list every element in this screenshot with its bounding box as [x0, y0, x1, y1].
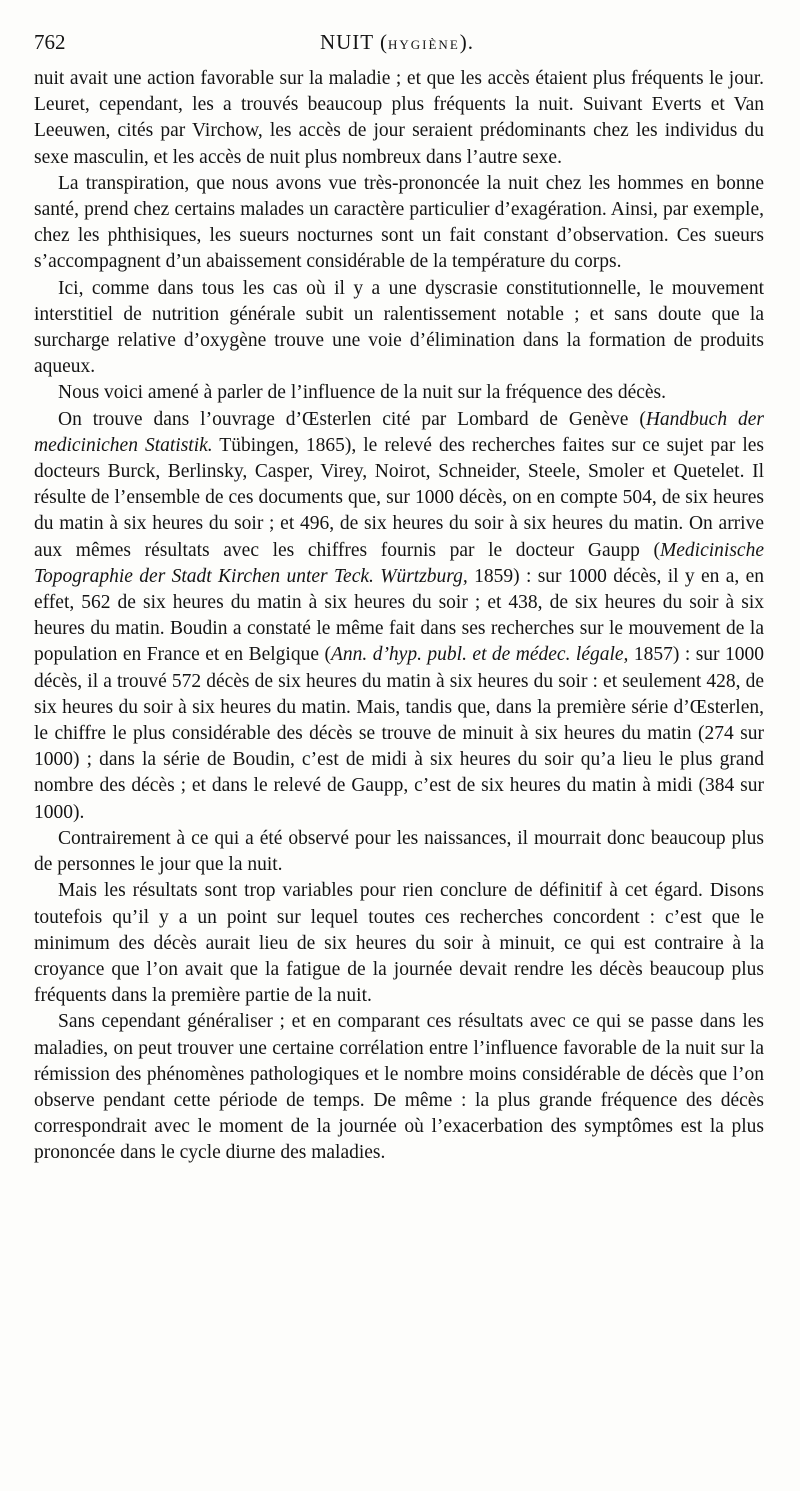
- page-header: [34, 30, 760, 60]
- paragraph: [34, 380, 764, 406]
- running-title-main: NUIT: [319, 30, 374, 54]
- citation-title: Medicinische Topographie der Stadt Kirchen unter Teck. Würtzburg,: [34, 539, 764, 587]
- citation-title: Ann. d’hyp. publ. et de médec. légale,: [330, 644, 629, 666]
- page-body: [34, 66, 764, 1167]
- paragraph-text: Contrairement à ce qui a été observé pour les naissances, il mourrait donc beaucoup plus de personnes le jour que la nuit.: [34, 827, 764, 876]
- paragraph: [34, 276, 764, 381]
- paragraph-text: nuit avait une action favorable sur la maladie ; et que les accès étaient plus fréquents le jour. Leuret, cependant, les a trouvés beaucoup plus fréquents la nuit. Suivant Everts et Van Leeuwen, cités par Virchow, les accès de jour seraient prédominants chez les individus du sexe masculin, et les accès de nuit plus nombreux dans l’autre sexe.: [34, 68, 764, 168]
- paragraph: [34, 826, 764, 878]
- paragraph-text: La transpiration, que nous avons vue très-prononcée la nuit chez les hommes en bonne santé, prend chez certains malades un caractère particulier d’exagération. Ainsi, par exemple, chez les phthisiques, les sueurs nocturnes sont un fait constant d’observation. Ces sueurs s’accompagnent d’un abaissement considérable de la température du corps.: [34, 172, 764, 273]
- paragraph-text: Mais les résultats sont trop variables pour rien conclure de définitif à cet égard. Disons toutefois qu’il y a un point sur lequel toutes ces recherches concordent : c’est que le minimum des décès aurait lieu de six heures du soir à minuit, ce qui est contraire à la croyance que l’on avait que la fatigue de la journée devait rendre les décès beaucoup plus fréquents dans la première partie de la nuit.: [34, 880, 764, 1007]
- paragraph: [34, 878, 764, 1009]
- paragraph-text: 1859) : sur 1000 décès, il y en a, en effet, 562 de six heures du matin à six heures du soir ; et 438, de six heures du soir à six heures du matin. Boudin a constaté le même fait dans ses recherches sur le mouvement de la population en France et en Belgique (: [34, 565, 764, 666]
- paragraph-text: 1857) : sur 1000 décès, il a trouvé 572 décès de six heures du matin à six heures du soir : et seulement 428, de six heures du soir à six heures du matin. Mais, tandis que, dans la première série d’Œsterlen, le chiffre le plus considérable des décès se trouve de minuit à six heures du matin (274 sur 1000) ; dans la série de Boudin, c’est de midi à six heures du soir qu’a lieu le plus grand nombre des décès ; et dans le relevé de Gaupp, c’est de six heures du matin à midi (384 sur 1000).: [34, 644, 764, 823]
- running-subtitle: HYGIÈNE: [388, 37, 460, 52]
- scan-marks: [230, 1470, 470, 1472]
- paragraph-text: Tübingen, 1865), le relevé des recherches faites sur ce sujet par les docteurs Burck, Berlinsky, Casper, Virey, Noirot, Schneider, Steele, Smoler et Quetelet. Il résulte de l’ensemble de ces documents que, sur 1000 décès, on en compte 504, de six heures du matin à six heures du soir ; et 496, de six heures du soir à six heures du matin. On arrive aux mêmes résultats avec les chiffres fournis par le docteur Gaupp (: [34, 434, 764, 561]
- paragraph-text: Ici, comme dans tous les cas où il y a une dyscrasie constitutionnelle, le mouvement interstitiel de nutrition générale subit un ralentissement notable ; et sans doute que la surcharge relative d’oxygène trouve une voie d’élimination dans la formation de produits aqueux.: [34, 277, 764, 378]
- running-title: NUIT (HYGIÈNE).: [319, 30, 475, 54]
- paragraph-text: On trouve dans l’ouvrage d’Œsterlen cité par Lombard de Genève (: [58, 408, 646, 430]
- paragraph-text: Nous voici amené à parler de l’influence de la nuit sur la fréquence des décès.: [58, 382, 667, 404]
- paragraph: [34, 407, 764, 826]
- paragraph-text: Sans cependant généraliser ; et en comparant ces résultats avec ce qui se passe dans les maladies, on peut trouver une certaine corrélation entre l’influence favorable de la nuit sur la rémission des phénomènes pathologiques et le nombre moins considérable de décès que l’on observe pendant cette période de temps. De même : la plus grande fréquence des décès correspondrait avec le moment de la journée où l’exacerbation des symptômes est la plus prononcée dans le cycle diurne des maladies.: [34, 1011, 764, 1164]
- paragraph: [34, 171, 764, 276]
- paragraph: [34, 1009, 764, 1166]
- citation-title: Handbuch der medicinichen Statistik.: [34, 408, 764, 456]
- page-number: 762: [34, 30, 66, 54]
- paragraph: [34, 66, 764, 171]
